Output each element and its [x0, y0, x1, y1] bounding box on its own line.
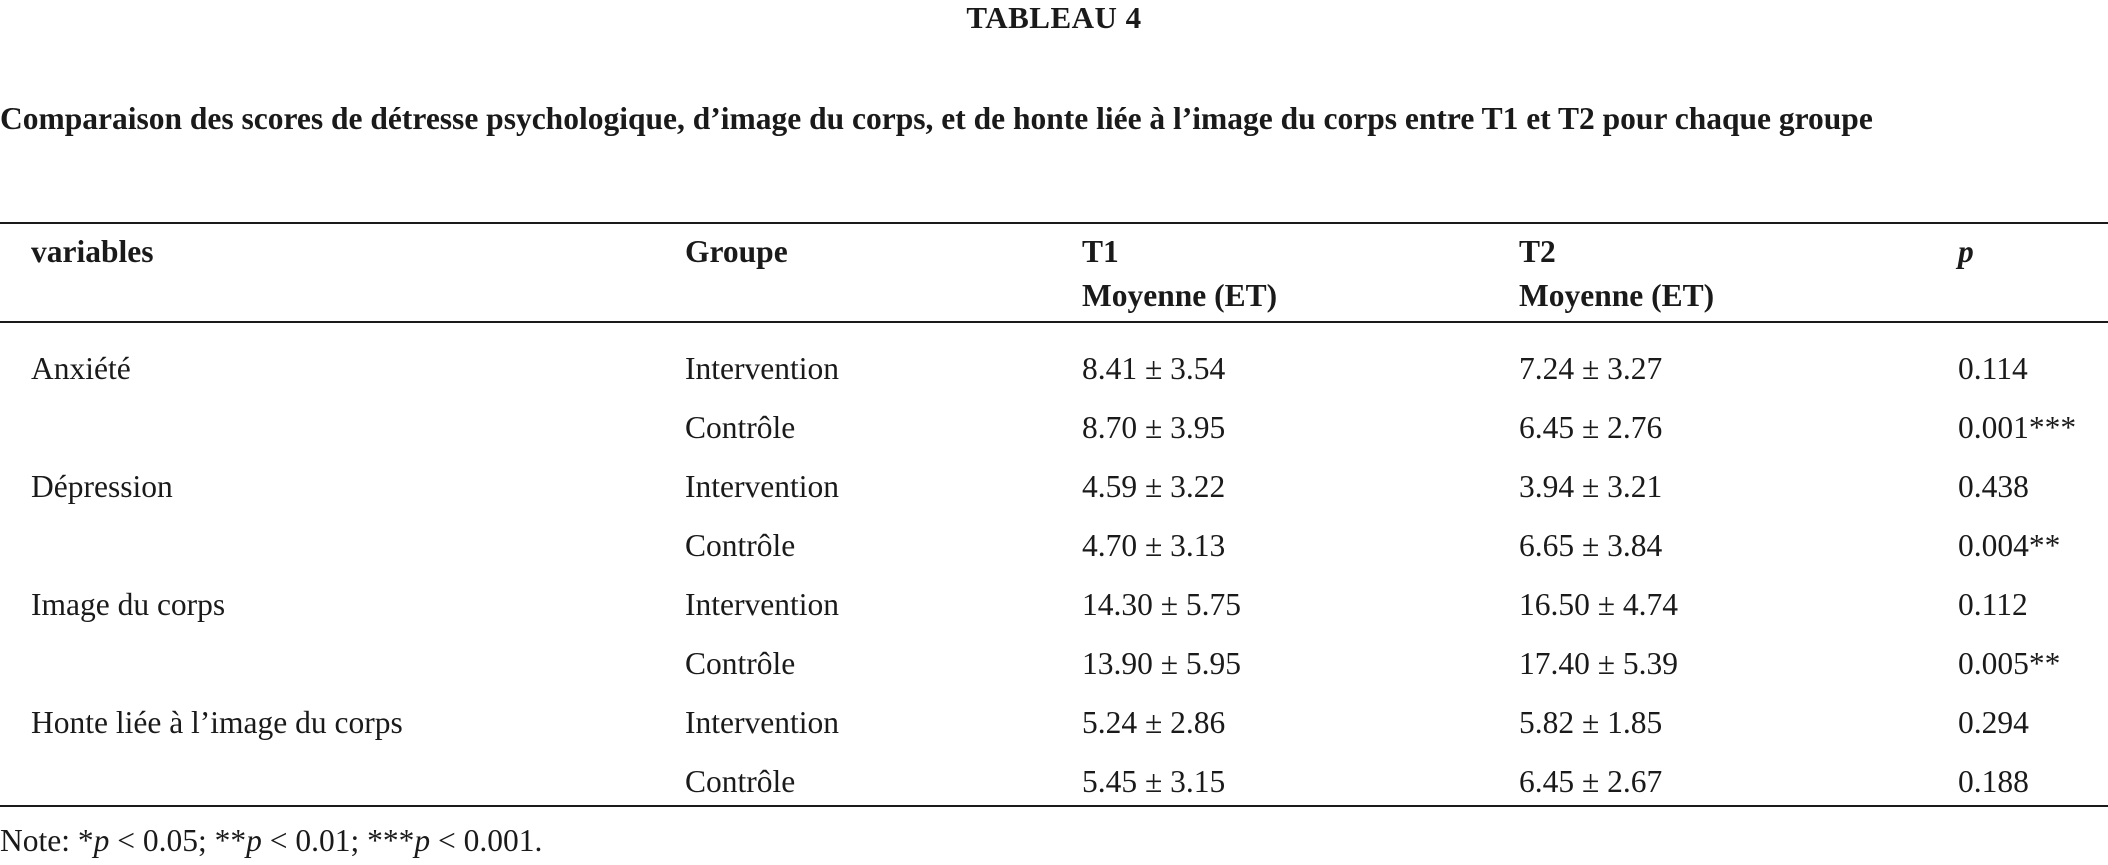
header-rule: [0, 321, 2108, 323]
note-prefix: Note: *: [0, 823, 94, 858]
cell-groupe: Contrôle: [685, 410, 796, 445]
header-t1-sub: Moyenne (ET): [1082, 278, 1278, 313]
header-variables: variables: [31, 234, 154, 269]
cell-t1: 4.59 ± 3.22: [1082, 469, 1226, 504]
note-p2: p: [246, 823, 262, 858]
cell-variable: Dépression: [31, 469, 173, 504]
cell-t1: 8.70 ± 3.95: [1082, 410, 1226, 445]
header-p: p: [1958, 234, 1974, 269]
table-caption: Comparaison des scores de détresse psychologique, d’image du corps, et de honte liée à l’image du corps entre T1 et T2 pour chaque groupe: [0, 101, 1873, 136]
cell-groupe: Intervention: [685, 705, 839, 740]
cell-t2: 6.65 ± 3.84: [1519, 528, 1663, 563]
header-t1-label: T1: [1082, 234, 1119, 269]
cell-groupe: Intervention: [685, 469, 839, 504]
cell-p: 0.001***: [1958, 410, 2077, 445]
cell-variable: Anxiété: [31, 351, 131, 386]
cell-groupe: Intervention: [685, 351, 839, 386]
header-t2-label: T2: [1519, 234, 1556, 269]
note-t1: < 0.05; **: [109, 823, 247, 858]
header-t2: [1519, 230, 1714, 318]
cell-variable: Honte liée à l’image du corps: [31, 705, 403, 740]
header-t2-sub: Moyenne (ET): [1519, 278, 1715, 313]
cell-groupe: Intervention: [685, 587, 839, 622]
cell-t1: 4.70 ± 3.13: [1082, 528, 1226, 563]
cell-t1: 14.30 ± 5.75: [1082, 587, 1242, 622]
cell-t2: 16.50 ± 4.74: [1519, 587, 1679, 622]
cell-t2: 5.82 ± 1.85: [1519, 705, 1663, 740]
cell-p: 0.294: [1958, 705, 2029, 740]
cell-t1: 13.90 ± 5.95: [1082, 646, 1242, 681]
note-t2: < 0.01; ***: [261, 823, 415, 858]
top-rule: [0, 222, 2108, 224]
cell-t2: 6.45 ± 2.67: [1519, 764, 1663, 799]
cell-t2: 6.45 ± 2.76: [1519, 410, 1663, 445]
cell-p: 0.114: [1958, 351, 2028, 386]
cell-t2: 7.24 ± 3.27: [1519, 351, 1663, 386]
cell-p: 0.112: [1958, 587, 2028, 622]
table-note: [0, 821, 542, 861]
cell-variable: Image du corps: [31, 587, 226, 622]
cell-groupe: Contrôle: [685, 646, 796, 681]
cell-t1: 8.41 ± 3.54: [1082, 351, 1226, 386]
cell-groupe: Contrôle: [685, 528, 796, 563]
note-p3: p: [414, 823, 431, 858]
header-t1: [1082, 230, 1277, 318]
cell-p: 0.188: [1958, 764, 2029, 799]
header-groupe: Groupe: [685, 234, 788, 269]
cell-t1: 5.45 ± 3.15: [1082, 764, 1226, 799]
cell-p: 0.005**: [1958, 646, 2061, 681]
table-title: TABLEAU 4: [966, 0, 1142, 35]
note-t3: < 0.001.: [430, 823, 543, 858]
cell-p: 0.438: [1958, 469, 2029, 504]
bottom-rule: [0, 805, 2108, 807]
cell-t2: 3.94 ± 3.21: [1519, 469, 1663, 504]
cell-groupe: Contrôle: [685, 764, 796, 799]
cell-p: 0.004**: [1958, 528, 2061, 563]
cell-t2: 17.40 ± 5.39: [1519, 646, 1679, 681]
cell-t1: 5.24 ± 2.86: [1082, 705, 1226, 740]
note-p1: p: [93, 823, 110, 858]
